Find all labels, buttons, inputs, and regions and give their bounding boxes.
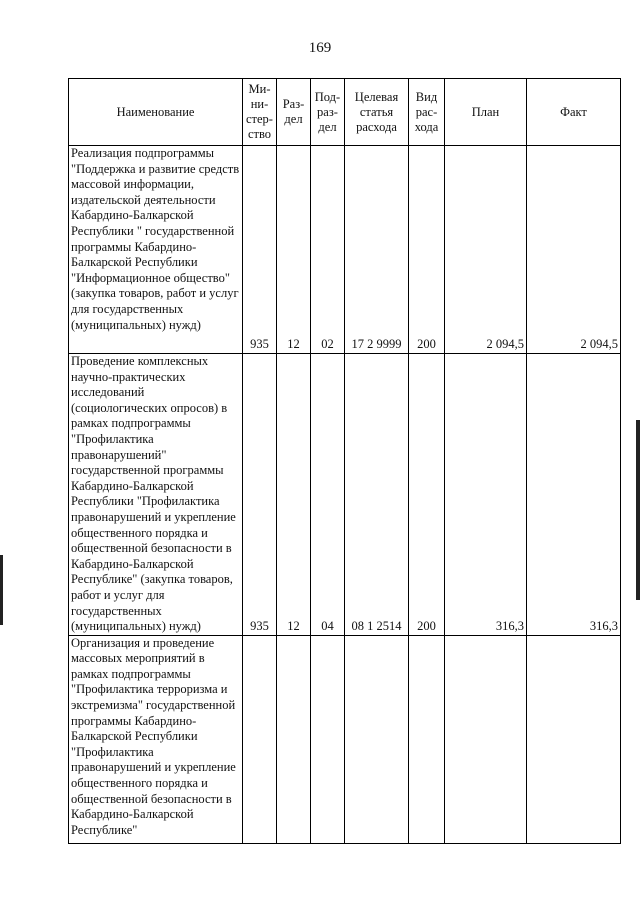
- header-ministry: Ми- ни- стер- ство: [243, 79, 277, 146]
- row-section: [277, 635, 311, 843]
- row-plan: [445, 635, 527, 843]
- header-name: Наименование: [69, 79, 243, 146]
- row-subsection: 04: [311, 354, 345, 636]
- row-target: 08 1 2514: [345, 354, 409, 636]
- table-row: [69, 146, 621, 354]
- header-section: Раз- дел: [277, 79, 311, 146]
- row-name: Проведение комплексных научно-практических исследований (социологических опросов) в рамках подпрограммы "Профилактика правонарушений" государственной программы Кабардино-Балкарской Республики "Профилактика правонарушений и укрепление общественного порядка и общественной безопасности в Кабардино-Балкарской Республике" (закупка товаров, работ и услуг для государственных (муниципальных) нужд): [69, 354, 243, 636]
- row-section: 12: [277, 146, 311, 354]
- row-subsection: 02: [311, 146, 345, 354]
- row-ministry: 935: [243, 354, 277, 636]
- budget-table: [68, 78, 621, 844]
- row-type: 200: [409, 146, 445, 354]
- header-plan: План: [445, 79, 527, 146]
- row-fact: 2 094,5: [527, 146, 621, 354]
- header-row: [69, 79, 621, 146]
- row-name: Организация и проведение массовых мероприятий в рамках подпрограммы "Профилактика терроризма и экстремизма" государственной программы Кабардино-Балкарской Республики "Профилактика правонарушений и укрепление общественного порядка и общественной безопасности в Кабардино-Балкарской Республике": [69, 635, 243, 843]
- header-fact: Факт: [527, 79, 621, 146]
- row-type: [409, 635, 445, 843]
- header-target: Целевая статья расхода: [345, 79, 409, 146]
- row-section: 12: [277, 354, 311, 636]
- header-type: Вид рас- хода: [409, 79, 445, 146]
- row-fact: 316,3: [527, 354, 621, 636]
- row-type: 200: [409, 354, 445, 636]
- row-plan: 2 094,5: [445, 146, 527, 354]
- row-name: Реализация подпрограммы "Поддержка и развитие средств массовой информации, издательской деятельности Кабардино-Балкарской Республики " государственной программы Кабардино-Балкарской Республики "Информационное общество" (закупка товаров, работ и услуг для государственных (муниципальных) нужд): [69, 146, 243, 354]
- table-row: [69, 354, 621, 636]
- row-target: [345, 635, 409, 843]
- page-number: 169: [308, 40, 332, 56]
- row-subsection: [311, 635, 345, 843]
- header-subsection: Под- раз- дел: [311, 79, 345, 146]
- scan-edge-mark-left: [0, 555, 3, 625]
- scan-edge-mark-right: [636, 420, 640, 600]
- row-ministry: [243, 635, 277, 843]
- row-plan: 316,3: [445, 354, 527, 636]
- row-ministry: 935: [243, 146, 277, 354]
- row-fact: [527, 635, 621, 843]
- table-row: [69, 635, 621, 843]
- row-target: 17 2 9999: [345, 146, 409, 354]
